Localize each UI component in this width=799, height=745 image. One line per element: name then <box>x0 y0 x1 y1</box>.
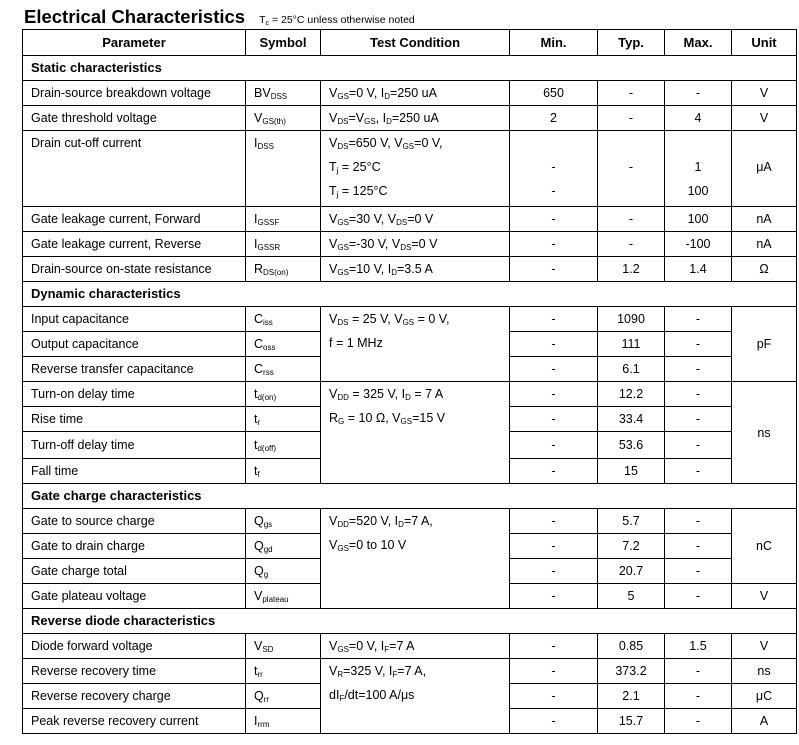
typ-cell: 1090 <box>598 307 665 332</box>
table-row <box>23 131 797 207</box>
min-cell: - <box>510 584 598 609</box>
condition-cell: $V_{GS}=30$ V, $V_{DS}=0$ V <box>321 207 510 232</box>
param-cell: Drain cut-off current <box>23 131 246 207</box>
min-cell: 2 <box>510 106 598 131</box>
symbol-cell: $I_{GSSF}$ <box>246 207 321 232</box>
min-cell: - <box>510 432 598 459</box>
col-header-test-condition: Test Condition <box>321 30 510 56</box>
electrical-characteristics-table <box>22 29 797 734</box>
max-cell: - <box>665 509 732 534</box>
col-header-symbol: Symbol <box>246 30 321 56</box>
min-cell: - <box>510 257 598 282</box>
min-cell: - <box>510 534 598 559</box>
typ-cell: 33.4 <box>598 407 665 432</box>
max-cell: 1 100 <box>665 131 732 207</box>
unit-cell: A <box>732 709 797 734</box>
param-cell: Gate to drain charge <box>23 534 246 559</box>
typ-cell: 12.2 <box>598 382 665 407</box>
col-header-max: Max. <box>665 30 732 56</box>
condition-cell: $V_R=325$ V, $I_F=7$ A, $dI_F/dt=100$ A/μs <box>321 659 510 734</box>
unit-cell: Ω <box>732 257 797 282</box>
unit-cell: pF <box>732 307 797 382</box>
typ-cell: - <box>598 106 665 131</box>
table-row <box>23 81 797 106</box>
table-row <box>23 106 797 131</box>
typ-cell: 20.7 <box>598 559 665 584</box>
table-row <box>23 232 797 257</box>
max-cell: - <box>665 432 732 459</box>
max-cell: -100 <box>665 232 732 257</box>
table-row <box>23 509 797 534</box>
col-header-parameter: Parameter <box>23 30 246 56</box>
typ-cell: 15 <box>598 459 665 484</box>
unit-cell: ns <box>732 659 797 684</box>
max-cell: - <box>665 559 732 584</box>
unit-cell: μA <box>732 131 797 207</box>
max-cell: - <box>665 534 732 559</box>
min-cell: - <box>510 357 598 382</box>
typ-cell: 53.6 <box>598 432 665 459</box>
max-cell: - <box>665 459 732 484</box>
min-cell: - - <box>510 131 598 207</box>
condition-cell: $V_{DS}=V_{GS}$, $I_D=250$ uA <box>321 106 510 131</box>
table-row <box>23 207 797 232</box>
max-cell: 1.4 <box>665 257 732 282</box>
max-cell: - <box>665 357 732 382</box>
unit-cell: V <box>732 106 797 131</box>
min-cell: - <box>510 382 598 407</box>
typ-cell: 6.1 <box>598 357 665 382</box>
max-cell: - <box>665 382 732 407</box>
typ-cell: 7.2 <box>598 534 665 559</box>
param-cell: Rise time <box>23 407 246 432</box>
typ-cell: - <box>598 81 665 106</box>
min-cell: - <box>510 509 598 534</box>
max-cell: - <box>665 584 732 609</box>
param-cell: Gate leakage current, Reverse <box>23 232 246 257</box>
symbol-cell: $V_{plateau}$ <box>246 584 321 609</box>
min-cell: - <box>510 684 598 709</box>
symbol-cell: $Q_g$ <box>246 559 321 584</box>
section-label-dynamic: Dynamic characteristics <box>23 282 797 307</box>
symbol-cell: $C_{iss}$ <box>246 307 321 332</box>
section-row <box>23 282 797 307</box>
param-cell: Gate leakage current, Forward <box>23 207 246 232</box>
section-label-gate-charge: Gate charge characteristics <box>23 484 797 509</box>
param-cell: Diode forward voltage <box>23 634 246 659</box>
min-cell: 650 <box>510 81 598 106</box>
param-cell: Reverse transfer capacitance <box>23 357 246 382</box>
unit-cell: nA <box>732 207 797 232</box>
section-label-reverse-diode: Reverse diode characteristics <box>23 609 797 634</box>
symbol-cell: $I_{DSS}$ <box>246 131 321 207</box>
min-cell: - <box>510 207 598 232</box>
min-cell: - <box>510 659 598 684</box>
symbol-cell: $R_{DS(on)}$ <box>246 257 321 282</box>
param-cell: Peak reverse recovery current <box>23 709 246 734</box>
typ-cell: 2.1 <box>598 684 665 709</box>
symbol-cell: $t_{d(on)}$ <box>246 382 321 407</box>
symbol-cell: $BV_{DSS}$ <box>246 81 321 106</box>
param-cell: Fall time <box>23 459 246 484</box>
typ-cell: - <box>598 207 665 232</box>
table-row <box>23 634 797 659</box>
max-cell: 4 <box>665 106 732 131</box>
min-cell: - <box>510 407 598 432</box>
max-cell: - <box>665 307 732 332</box>
typ-cell: 0.85 <box>598 634 665 659</box>
param-cell: Drain-source breakdown voltage <box>23 81 246 106</box>
max-cell: 100 <box>665 207 732 232</box>
typ-cell: 373.2 <box>598 659 665 684</box>
section-row <box>23 609 797 634</box>
table-header-row <box>23 30 797 56</box>
temperature-note: $T_c = 25^\circ C$ unless otherwise noted <box>259 14 415 27</box>
param-cell: Reverse recovery time <box>23 659 246 684</box>
max-cell: - <box>665 684 732 709</box>
condition-cell: $V_{DD}=520$ V, $I_D=7$ A, $V_{GS}=0$ to 10 V <box>321 509 510 609</box>
symbol-cell: $t_{rr}$ <box>246 659 321 684</box>
unit-cell: nA <box>732 232 797 257</box>
table-row <box>23 382 797 407</box>
unit-cell: V <box>732 634 797 659</box>
param-cell: Reverse recovery charge <box>23 684 246 709</box>
symbol-cell: $t_r$ <box>246 407 321 432</box>
symbol-cell: $t_{d(off)}$ <box>246 432 321 459</box>
condition-cell: $V_{GS}=-30$ V, $V_{DS}=0$ V <box>321 232 510 257</box>
col-header-typ: Typ. <box>598 30 665 56</box>
min-cell: - <box>510 332 598 357</box>
section-title: Electrical Characteristics <box>24 6 246 27</box>
table-row <box>23 257 797 282</box>
condition-cell: $V_{GS}=0$ V, $I_F=7$ A <box>321 634 510 659</box>
unit-cell: V <box>732 584 797 609</box>
param-cell: Drain-source on-state resistance <box>23 257 246 282</box>
symbol-cell: $I_{rrm}$ <box>246 709 321 734</box>
param-cell: Gate plateau voltage <box>23 584 246 609</box>
col-header-min: Min. <box>510 30 598 56</box>
param-cell: Gate charge total <box>23 559 246 584</box>
symbol-cell: $Q_{rr}$ <box>246 684 321 709</box>
unit-cell: μC <box>732 684 797 709</box>
condition-cell: $V_{DS} = 25$ V, $V_{GS} = 0$ V, f = 1 MHz <box>321 307 510 382</box>
typ-cell: 5.7 <box>598 509 665 534</box>
typ-cell: 15.7 <box>598 709 665 734</box>
max-cell: - <box>665 81 732 106</box>
min-cell: - <box>510 709 598 734</box>
condition-cell: $V_{DD} = 325$ V, $I_D = 7$ A $R_G = 10$ Ω, $V_{GS}=15$ V <box>321 382 510 484</box>
symbol-cell: $C_{oss}$ <box>246 332 321 357</box>
typ-cell: 111 <box>598 332 665 357</box>
typ-cell: - <box>598 232 665 257</box>
max-cell: 1.5 <box>665 634 732 659</box>
param-cell: Gate to source charge <box>23 509 246 534</box>
symbol-cell: $t_f$ <box>246 459 321 484</box>
param-cell: Output capacitance <box>23 332 246 357</box>
param-cell: Turn-off delay time <box>23 432 246 459</box>
max-cell: - <box>665 407 732 432</box>
max-cell: - <box>665 659 732 684</box>
max-cell: - <box>665 709 732 734</box>
typ-cell: - <box>598 131 665 207</box>
section-label-static: Static characteristics <box>23 56 797 81</box>
symbol-cell: $Q_{gd}$ <box>246 534 321 559</box>
section-header <box>24 6 415 30</box>
param-cell: Turn-on delay time <box>23 382 246 407</box>
typ-cell: 5 <box>598 584 665 609</box>
condition-cell: $V_{GS}=10$ V, $I_D=3.5$ A <box>321 257 510 282</box>
symbol-cell: $C_{rss}$ <box>246 357 321 382</box>
col-header-unit: Unit <box>732 30 797 56</box>
max-cell: - <box>665 332 732 357</box>
symbol-cell: $V_{SD}$ <box>246 634 321 659</box>
typ-cell: 1.2 <box>598 257 665 282</box>
symbol-cell: $I_{GSSR}$ <box>246 232 321 257</box>
condition-cell: $V_{DS}=650$ V, $V_{GS}=0$ V, $T_j = 25^\circ C$ $T_j = 125^\circ C$ <box>321 131 510 207</box>
unit-cell: nC <box>732 509 797 584</box>
symbol-cell: $Q_{gs}$ <box>246 509 321 534</box>
min-cell: - <box>510 634 598 659</box>
section-row <box>23 56 797 81</box>
table-row <box>23 307 797 332</box>
condition-cell: $V_{GS}=0$ V, $I_D=250$ uA <box>321 81 510 106</box>
unit-cell: V <box>732 81 797 106</box>
min-cell: - <box>510 559 598 584</box>
param-cell: Input capacitance <box>23 307 246 332</box>
min-cell: - <box>510 232 598 257</box>
table-row <box>23 659 797 684</box>
min-cell: - <box>510 307 598 332</box>
unit-cell: ns <box>732 382 797 484</box>
section-row <box>23 484 797 509</box>
symbol-cell: $V_{GS(th)}$ <box>246 106 321 131</box>
param-cell: Gate threshold voltage <box>23 106 246 131</box>
min-cell: - <box>510 459 598 484</box>
